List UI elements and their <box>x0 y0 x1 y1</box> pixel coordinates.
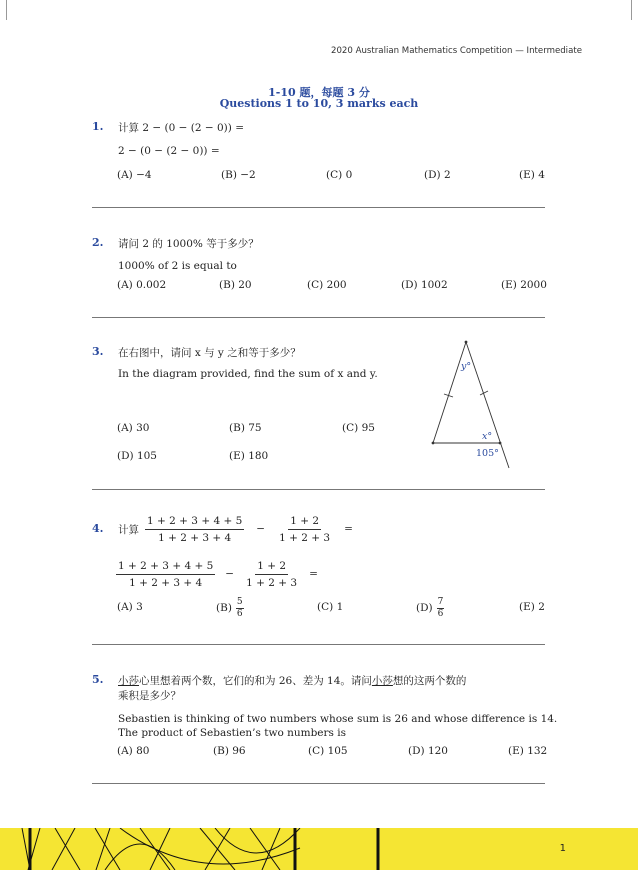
minus-sign: − <box>225 568 235 580</box>
option-b-denominator: 6 <box>236 608 243 619</box>
fraction-2-denominator: 1 + 2 + 3 <box>246 576 298 589</box>
equals-sign: = <box>309 568 318 580</box>
vertex-dot <box>465 341 468 344</box>
option-a[interactable]: (A) 0.002 <box>117 279 167 291</box>
section-title-zh: 1-10 题，每题 3 分 <box>268 86 370 99</box>
fraction-2-denominator: 1 + 2 + 3 <box>279 531 331 544</box>
option-e[interactable]: (E) 2 <box>519 601 545 613</box>
fraction-1 <box>145 515 244 544</box>
question-5-en-line1: Sebastien is thinking of two numbers whose sum is 26 and whose difference is 14. <box>118 713 558 725</box>
question-5-zh-line1 <box>118 673 466 688</box>
fraction-2-numerator: 1 + 2 <box>255 560 288 575</box>
crop-mark <box>631 0 632 20</box>
angle-label-y: y° <box>461 361 472 372</box>
equals-sign: = <box>344 523 353 535</box>
divider <box>92 207 545 208</box>
question-4-zh <box>118 512 353 546</box>
question-4-prefix: 计算 <box>118 523 139 536</box>
option-d-numerator: 7 <box>437 596 444 607</box>
minus-sign: − <box>256 523 266 535</box>
option-e[interactable]: (E) 2000 <box>501 279 547 291</box>
triangle-diagram <box>420 332 530 474</box>
vertex-dot <box>432 442 435 445</box>
question-2-en: 1000% of 2 is equal to <box>118 260 237 272</box>
option-d-fraction <box>437 598 445 619</box>
option-c[interactable]: (C) 105 <box>308 745 348 757</box>
option-b[interactable]: (B) 96 <box>213 745 246 757</box>
option-d-denominator: 6 <box>437 608 444 619</box>
option-b[interactable]: (B) 75 <box>229 422 262 434</box>
option-a[interactable]: (A) 3 <box>117 601 143 613</box>
divider <box>92 783 545 784</box>
fraction-1-denominator: 1 + 2 + 3 + 4 <box>129 576 203 589</box>
option-a[interactable]: (A) 30 <box>117 422 150 434</box>
question-number: 2. <box>92 236 104 249</box>
option-b-label: (B) <box>216 602 232 614</box>
fraction-2 <box>244 560 299 589</box>
option-b[interactable]: (B) 20 <box>219 279 252 291</box>
footer-pattern <box>0 828 400 870</box>
divider <box>92 644 545 645</box>
option-b[interactable] <box>216 597 244 619</box>
option-d[interactable]: (D) 1002 <box>401 279 448 291</box>
question-3-zh: 在右图中，请问 x 与 y 之和等于多少？ <box>118 347 301 359</box>
fraction-2-numerator: 1 + 2 <box>288 515 321 530</box>
page-header: 2020 Australian Mathematics Competition — Intermediate <box>331 46 582 56</box>
divider <box>92 317 545 318</box>
question-number: 4. <box>92 522 104 535</box>
fraction-1-numerator: 1 + 2 + 3 + 4 + 5 <box>116 560 215 575</box>
question-5-zh-text: 心里想着两个数，它们的和为 26、差为 14。请问 <box>139 675 372 687</box>
option-a[interactable]: (A) 80 <box>117 745 150 757</box>
option-e[interactable]: (E) 4 <box>519 169 545 181</box>
option-c[interactable]: (C) 200 <box>307 279 347 291</box>
question-5-zh-text: 想的这两个数的 <box>392 675 467 687</box>
option-b-fraction <box>236 598 244 619</box>
question-5-zh-line2: 乘积是多少？ <box>118 690 181 702</box>
name-sebastien-zh: 小莎 <box>371 675 393 687</box>
option-e[interactable]: (E) 132 <box>508 745 548 757</box>
name-sebastien-zh: 小莎 <box>118 675 139 687</box>
question-3-en: In the diagram provided, find the sum of x and y. <box>118 368 378 380</box>
fraction-2 <box>277 515 332 544</box>
option-c[interactable]: (C) 1 <box>317 601 344 613</box>
question-5-en-line2: The product of Sebastien’s two numbers is <box>118 727 347 739</box>
question-2-zh: 请问 2 的 1000% 等于多少？ <box>118 238 259 250</box>
fraction-1 <box>116 560 215 589</box>
question-number: 1. <box>92 120 104 133</box>
question-number: 3. <box>92 345 104 358</box>
angle-label-x: x° <box>482 431 493 442</box>
option-a[interactable]: (A) −4 <box>117 169 152 181</box>
angle-label-exterior: 105° <box>476 448 499 459</box>
divider <box>92 489 545 490</box>
triangle-side-left <box>433 342 466 443</box>
option-b[interactable]: (B) −2 <box>221 169 256 181</box>
option-d[interactable]: (D) 105 <box>117 450 157 462</box>
question-4-en <box>116 557 318 591</box>
option-c[interactable]: (C) 0 <box>326 169 353 181</box>
fraction-1-numerator: 1 + 2 + 3 + 4 + 5 <box>145 515 244 530</box>
fraction-1-denominator: 1 + 2 + 3 + 4 <box>158 531 232 544</box>
option-c[interactable]: (C) 95 <box>342 422 375 434</box>
vertex-dot <box>499 442 502 445</box>
option-e[interactable]: (E) 180 <box>229 450 269 462</box>
question-number: 5. <box>92 673 104 686</box>
page-number: 1 <box>559 843 566 854</box>
question-1-zh: 计算 2 − (0 − (2 − 0)) = <box>118 122 244 134</box>
option-d[interactable]: (D) 120 <box>408 745 448 757</box>
option-d[interactable] <box>416 597 444 619</box>
question-1-en: 2 − (0 − (2 − 0)) = <box>118 145 220 157</box>
section-title-en: Questions 1 to 10, 3 marks each <box>219 97 419 110</box>
option-d[interactable]: (D) 2 <box>424 169 451 181</box>
option-d-label: (D) <box>416 602 433 614</box>
option-b-numerator: 5 <box>236 596 243 607</box>
crop-mark <box>6 0 7 20</box>
